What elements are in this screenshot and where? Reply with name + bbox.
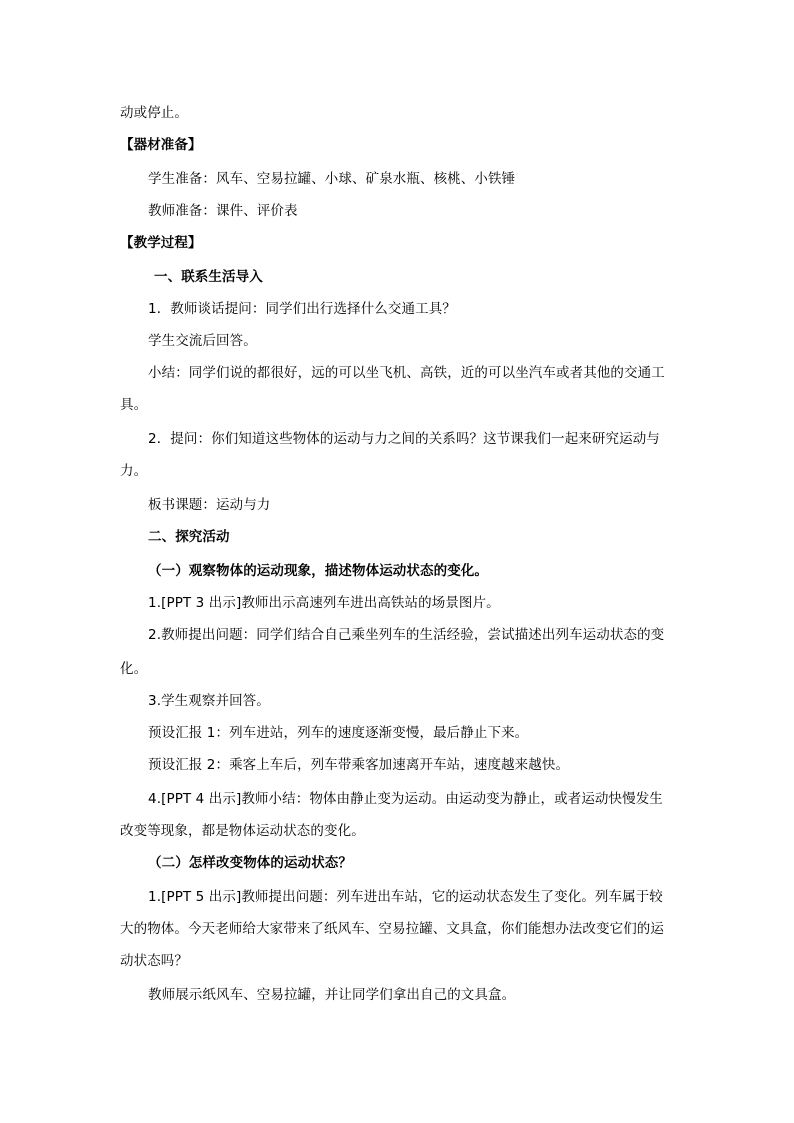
paragraph: 板书课题：运动与力 <box>148 497 271 513</box>
paragraph: 学生交流后回答。 <box>148 333 257 349</box>
section-heading-process: 【教学过程】 <box>120 235 202 251</box>
paragraph: 预设汇报 2：乘客上车后，列车带乘客加速离开车站，速度越来越快。 <box>148 757 570 773</box>
paragraph: 小结：同学们说的都很好，远的可以坐飞机、高铁，近的可以坐汽车或者其他的交通工 <box>148 365 665 381</box>
paragraph: 教师展示纸风车、空易拉罐，并让同学们拿出自己的文具盒。 <box>148 987 516 1003</box>
subheading-explore: 二、探究活动 <box>148 529 230 545</box>
paragraph: 1.[PPT 3 出示]教师出示高速列车进出高铁站的场景图片。 <box>148 595 500 611</box>
teacher-materials: 教师准备：课件、评价表 <box>148 203 298 219</box>
section-heading-materials: 【器材准备】 <box>120 137 202 153</box>
paragraph: 化。 <box>120 661 148 677</box>
paragraph: 改变等现象，都是物体运动状态的变化。 <box>120 823 365 839</box>
paragraph: 2.教师提出问题：同学们结合自己乘坐列车的生活经验，尝试描述出列车运动状态的变 <box>148 627 665 643</box>
paragraph-continuation: 动或停止。 <box>120 105 188 121</box>
paragraph: 1.[PPT 5 出示]教师提出问题：列车进出车站，它的运动状态发生了变化。列车属于较 <box>148 889 663 905</box>
paragraph: 3.学生观察并回答。 <box>148 693 270 709</box>
student-materials: 学生准备：风车、空易拉罐、小球、矿泉水瓶、核桃、小铁锤 <box>148 171 516 187</box>
paragraph: 大的物体。今天老师给大家带来了纸风车、空易拉罐、文具盒，你们能想办法改变它们的运 <box>120 921 664 937</box>
subheading-intro: 一、联系生活导入 <box>154 269 263 285</box>
subheading-observe: （一）观察物体的运动现象，描述物体运动状态的变化。 <box>148 563 488 579</box>
paragraph: 具。 <box>120 397 148 413</box>
paragraph: 预设汇报 1：列车进站，列车的速度逐渐变慢，最后静止下来。 <box>148 725 529 741</box>
paragraph: 力。 <box>120 463 148 479</box>
paragraph: 2．提问：你们知道这些物体的运动与力之间的关系吗？这节课我们一起来研究运动与 <box>148 431 660 447</box>
paragraph: 1．教师谈话提问：同学们出行选择什么交通工具？ <box>148 301 456 317</box>
subheading-change-motion: （二）怎样改变物体的运动状态？ <box>148 855 352 871</box>
paragraph: 4.[PPT 4 出示]教师小结：物体由静止变为运动。由运动变为静止，或者运动快慢发生 <box>148 791 663 807</box>
paragraph: 动状态吗？ <box>120 953 188 969</box>
